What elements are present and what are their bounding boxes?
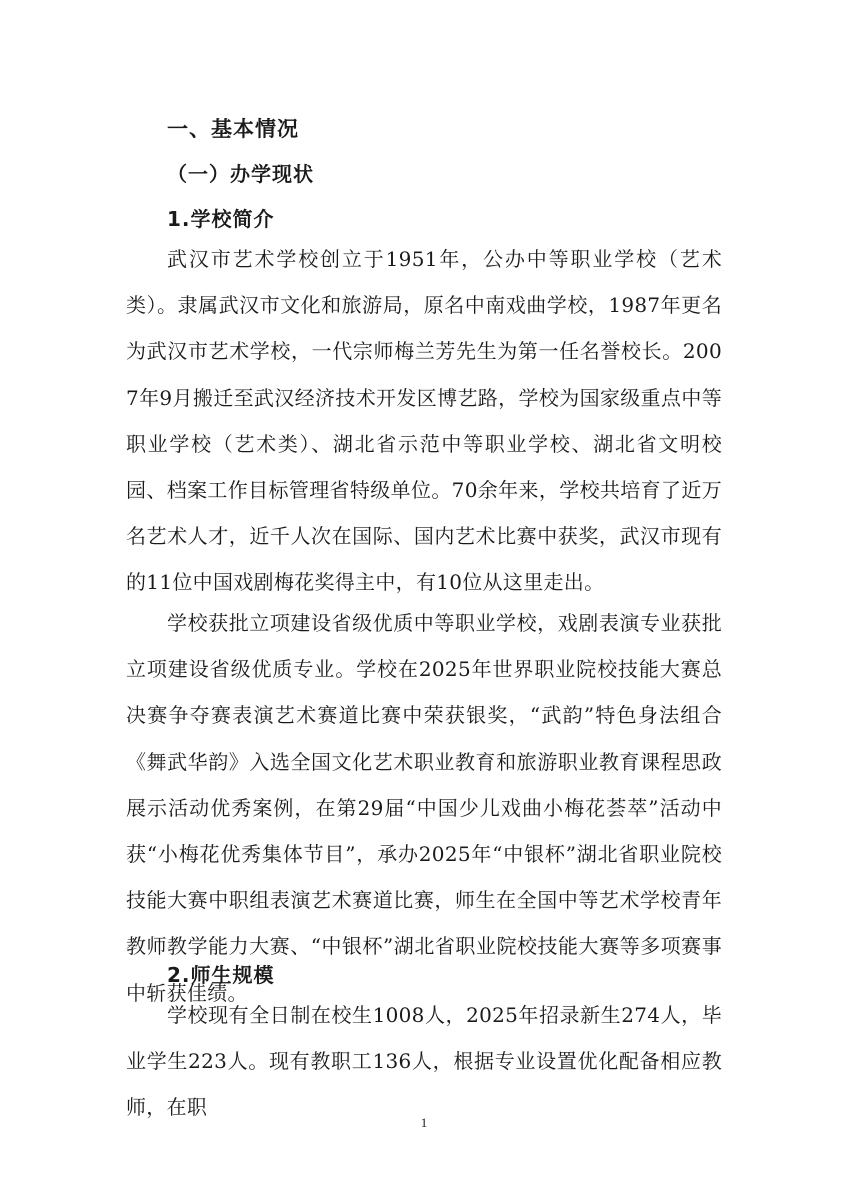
heading-basic-situation: 一、基本情况	[167, 117, 299, 141]
paragraph-enrollment: 学校现有全日制在校生1008人，2025年招录新生274人，毕业学生223人。现有教职工136人，根据专业设置优化配备相应教师，在职	[126, 1003, 722, 1120]
heading-school-status: （一）办学现状	[167, 162, 314, 186]
paragraph-school-history: 武汉市艺术学校创立于1951年，公办中等职业学校（艺术类）。隶属武汉市文化和旅游局，原名中南戏曲学校，1987年更名为武汉市艺术学校，一代宗师梅兰芳先生为第一任名誉校长。2007年9月搬迁至武汉经济技术开发区博艺路，学校为国家级重点中等职业学校（艺术类）、湖北省示范中等职业学校、湖北省文明校园、档案工作目标管理省特级单位。70余年来，学校共培育了近万名艺术人才，近千人次在国际、国内艺术比赛中获奖，武汉市现有的11位中国戏剧梅花奖得主中，有10位从这里走出。	[126, 247, 722, 595]
heading-school-intro: 1.学校简介	[167, 207, 275, 231]
page-number: 1	[420, 1115, 428, 1130]
heading-teacher-student-scale: 2.师生规模	[167, 963, 275, 987]
paragraph-school-achievements: 学校获批立项建设省级优质中等职业学校，戏剧表演专业获批立项建设省级优质专业。学校在2025年世界职业院校技能大赛总决赛争夺赛表演艺术赛道比赛中荣获银奖，“武韵”特色身法组合《舞武华韵》入选全国文化艺术职业教育和旅游职业教育课程思政展示活动优秀案例，在第29届“中国少儿戏曲小梅花荟萃”活动中获“小梅花优秀集体节目”，承办2025年“中银杯”湖北省职业院校技能大赛中职组表演艺术赛道比赛，师生在全国中等艺术学校青年教师教学能力大赛、“中银杯”湖北省职业院校技能大赛等多项赛事中斩获佳绩。	[126, 611, 722, 1005]
